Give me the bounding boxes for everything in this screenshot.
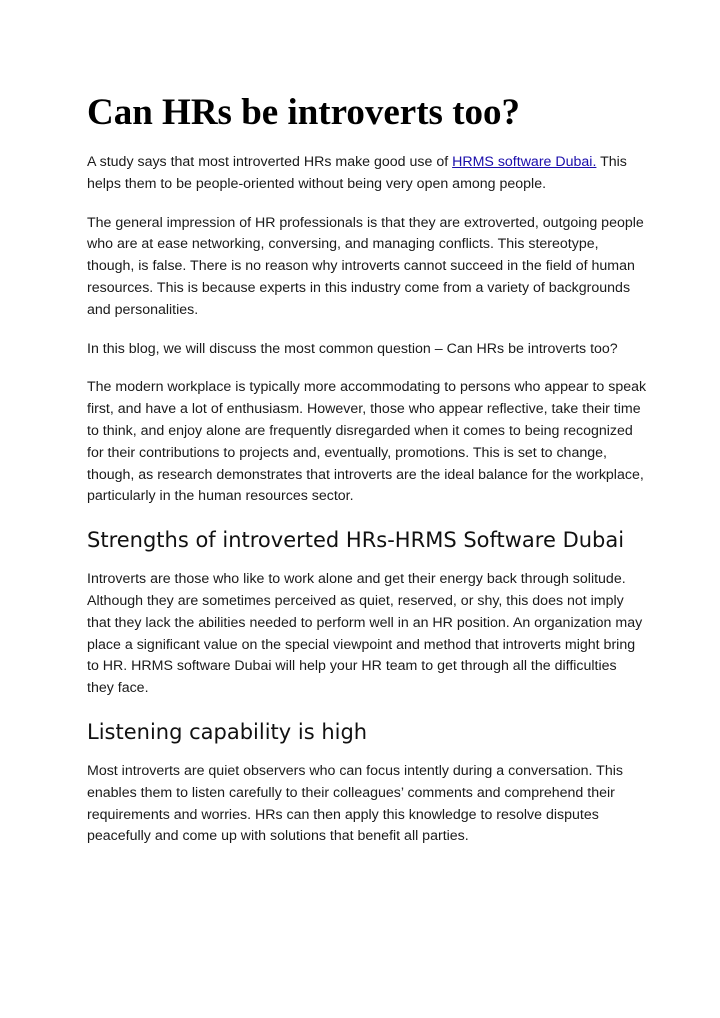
intro-text-before: A study says that most introverted HRs make good use of — [87, 154, 453, 170]
section-heading-listening: Listening capability is high — [87, 719, 368, 744]
body-paragraph: Most introverts are quiet observers who can focus intently during a conversation. This enables them to listen carefully to their colleagues’ comments and comprehend their requirements and worries. HRs can then apply this knowledge to resolve disputes peacefully and come up with solutions that benefit all parties. — [87, 762, 623, 845]
intro-text-after: This helps them to be people-oriented without being very open among people. — [87, 154, 627, 192]
hrms-software-link[interactable]: HRMS software Dubai. — [452, 154, 597, 170]
section-heading-strengths: Strengths of introverted HRs-HRMS Software Dubai — [87, 528, 625, 553]
body-paragraph: The general impression of HR professionals is that they are extroverted, outgoing people who are at ease networking, conversing, and managing conflicts. This stereotype, though, is false. There is no reason why introverts cannot succeed in the field of human resources. This is because experts in this industry come from a variety of backgrounds and personalities. — [87, 214, 644, 318]
body-paragraph: In this blog, we will discuss the most common question – Can HRs be introverts too? — [87, 340, 618, 357]
page-title: Can HRs be introverts too? — [87, 92, 521, 133]
document-page — [87, 90, 647, 865]
body-paragraph: Introverts are those who like to work alone and get their energy back through solitude. Although they are sometimes perceived as quiet, reserved, or shy, this does not imply that they lack the abilities needed to perform well in an HR position. An organization may place a significant value on the special viewpoint and method that introverts might bring to HR. HRMS software Dubai will help your HR team to get through all the difficulties they face. — [87, 571, 643, 697]
body-paragraph: The modern workplace is typically more accommodating to persons who appear to speak first, and have a lot of enthusiasm. However, those who appear reflective, take their time to think, and enjoy alone are frequently disregarded when it comes to being recognized for their contributions to projects and, eventually, promotions. This is set to change, though, as research demonstrates that introverts are the ideal balance for the workplace, particularly in the human resources sector. — [87, 379, 647, 505]
intro-paragraph — [87, 152, 647, 196]
